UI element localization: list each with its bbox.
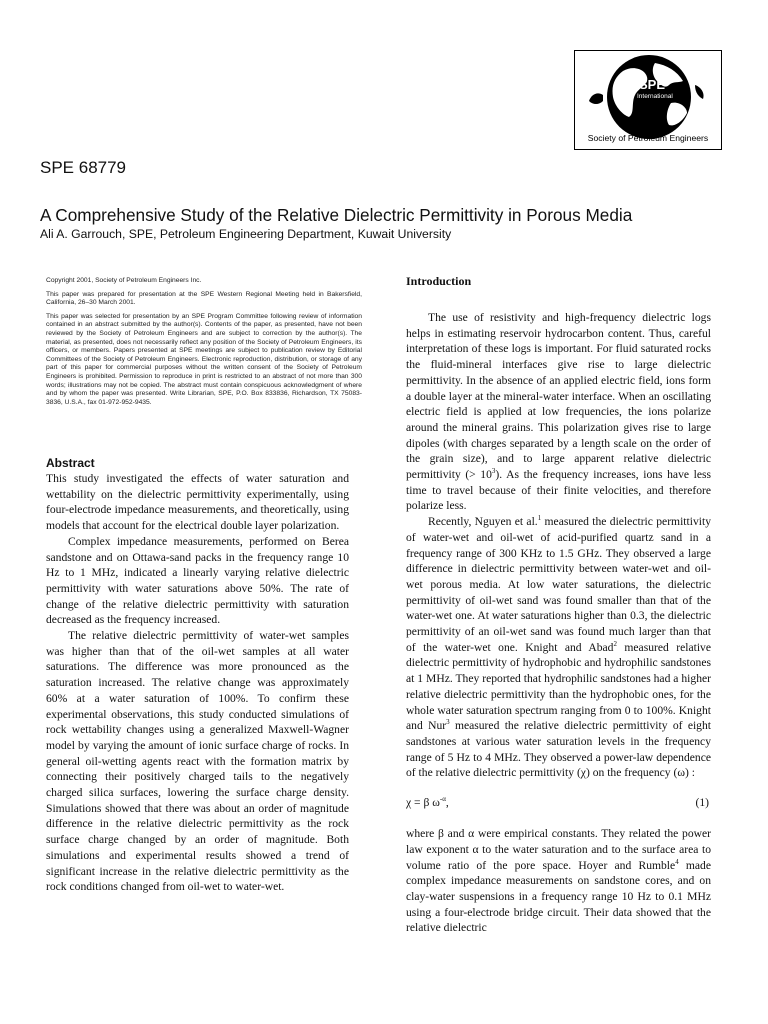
- logo-mark-text: SPE: [639, 77, 666, 92]
- abstract-paragraph: This study investigated the effects of water saturation and wettability on the dielectric permittivity experimentally, using four-electrode impedance measurements, and theoretically, using models that account for the electrical double layer polarization.: [46, 472, 349, 533]
- spe-logo: [574, 50, 722, 150]
- presentation-note: This paper was prepared for presentation at the SPE Western Regional Meeting held in Bakersfield, California, 26–30 March 2001.: [46, 290, 362, 307]
- intro-paragraph: The use of resistivity and high-frequency dielectric logs helps in estimating reservoir hydrocarbon content. Thus, careful interpretation of these logs is important. For fluid saturated rocks the fluid-mineral interfaces give rise to large dielectric permittivity. In the absence of an applied electric field, ions form a double layer at the mineral-water interface. When an oscillating electric field is applied at low frequencies, the ions polarize around the mineral grains. This polarization gives rise to large dipoles (with charges separated by a length scale on the order of the grain size), and to large apparent relative dielectric permittivity (> $10^3$). As the frequency increases, ions have less time to travel because of their finite velocities, and therefore polarize less.: [406, 311, 711, 513]
- abstract-paragraph: The relative dielectric permittivity of water-wet samples was higher than that of the oil-wet samples at all water saturations. The difference was more pronounced as the saturation increased. The relative change was approximately 60% at a water saturation of 100%. To confirm these experimental observations, this study conducted simulations of rock wettability changes using a generalized Maxwell-Wagner model by varying the amount of ionic surface charge of rocks. In general oil-wetting agents react with the formation matrix by connecting their positively charged tails to the negatively charged silica surfaces, lowering the surface charge density. Simulations showed that there was about an order of magnitude difference in the relative dielectric permittivity as the rock surface charge changed by an order of magnitude. Both simulations and experimental results showed a trend of significant increase in the relative dielectric permittivity as the rock conditions changed from oil-wet to water-wet.: [46, 629, 349, 894]
- copyright-line: Copyright 2001, Society of Petroleum Engineers Inc.: [46, 277, 202, 284]
- introduction-section: [406, 273, 711, 936]
- copyright-notice: [46, 277, 362, 412]
- logo-caption: Society of Petroleum Engineers: [587, 133, 709, 143]
- abstract-paragraph: Complex impedance measurements, performed on Berea sandstone and on Ottawa-sand packs in the frequency range 10 Hz to 1 MHz, indicated a linearly varying relative dielectric permittivity with water saturations above 50%. The rate of change of the relative dielectric permittivity with saturation decreased as the frequency increased.: [46, 534, 349, 627]
- paper-authors: Ali A. Garrouch, SPE, Petroleum Engineering Department, Kuwait University: [40, 227, 452, 241]
- abstract-section: [46, 455, 349, 895]
- equation-number: (1): [695, 796, 709, 810]
- logo-mark-subtext: International: [637, 93, 673, 100]
- intro-paragraph: where β and α were empirical constants. They related the power law exponent α to the water saturation and to the surface area to volume ratio of the pore space. Hoyer and Rumble$^4$ made complex impedance measurements on sandstone cores, and on clay-water suspensions in a frequency range 10 Hz to 0.1 MHz using a four-electrode bridge circuit. Their data showed that the relative dielectric: [406, 827, 712, 935]
- review-disclaimer: This paper was selected for presentation by an SPE Program Committee following review of information contained in an abstract submitted by the author(s). Contents of the paper, as presented, have not been reviewed by the Society of Petroleum Engineers and are subject to correction by the author(s). The material, as presented, does not necessarily reflect any position of the Society of Petroleum Engineers, its officers, or members. Papers presented at SPE meetings are subject to publication review by Editorial Committees of the Society of Petroleum Engineers. Electronic reproduction, distribution, or storage of any part of this paper for commercial purposes without the written consent of the Society of Petroleum Engineers is prohibited. Permission to reproduce in print is restricted to an abstract of not more than 300 words; illustrations may not be copied. The abstract must contain conspicuous acknowledgment of where and by whom the paper was presented. Write Librarian, SPE, P.O. Box 833836, Richardson, TX 75083-3836, U.S.A., fax 01-972-952-9435.: [46, 312, 362, 406]
- paper-number: SPE 68779: [40, 158, 127, 177]
- intro-paragraph: Recently, Nguyen et al.$^1$ measured the dielectric permittivity of water-wet and oil-wet of acid-purified quartz sand in a frequency range of 300 KHz to 1.5 GHz. They observed a large difference in dielectric permittivity between water-wet and oil-wet porous media. At low water saturations, the dielectric permittivity of oil-wet sand was found smaller than that of the water-wet one. At water saturations higher than 0.3, the dielectric permittivity of an oil-wet sand was found much larger than that of the water-wet one. Knight and Abad$^2$ measured relative dielectric permittivity of hydrophobic and hydrophilic sandstones at 1 MHz. They reported that hydrophilic sandstones had a higher relative dielectric permittivity than the hydrophobic ones, for the whole water saturation spectrum ranging from 0 to 100%. Knight and Nur$^3$ measured the relative dielectric permittivity of eight sandstones at various water saturation levels in the frequency range of 5 Hz to 4 MHz. They observed a power-law dependence of the relative dielectric permittivity (χ) on the frequency (ω) :: [406, 514, 711, 780]
- paper-title: A Comprehensive Study of the Relative Dielectric Permittivity in Porous Media: [40, 205, 633, 225]
- equation-expression: χ = β $\omega^{-\alpha}$,: [406, 795, 449, 810]
- abstract-heading: Abstract: [46, 456, 95, 470]
- introduction-heading: Introduction: [406, 274, 472, 288]
- equation-1: [406, 795, 711, 811]
